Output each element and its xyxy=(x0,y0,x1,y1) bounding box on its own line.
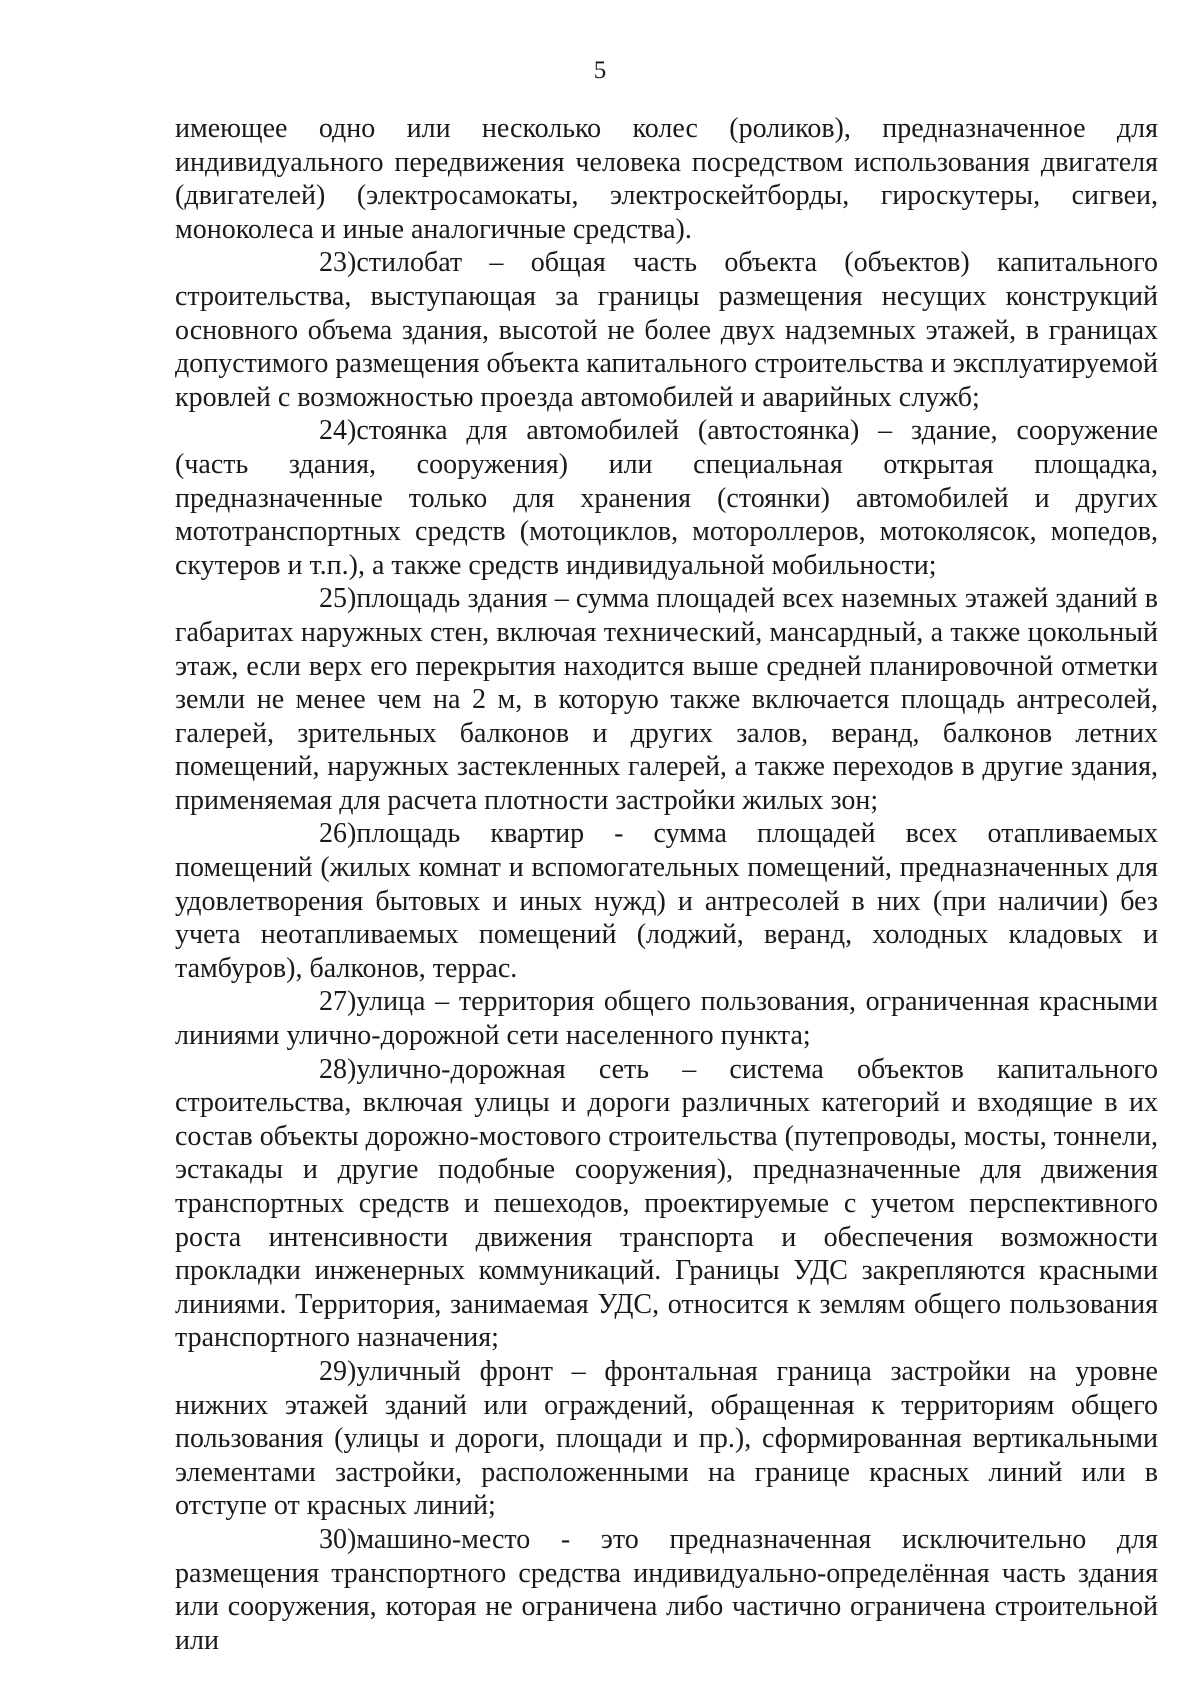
definition-item-26 xyxy=(175,817,1158,985)
definition-item-24 xyxy=(175,414,1158,582)
paragraph-text: имеющее одно или несколько колес (роликов), предназначенное для индивидуального передвижения человека посредством использования двигателя (двигателей) (электросамокаты, электроскейтборды, гироскутеры, сигвеи, моноколеса и иные аналогичные средства). xyxy=(175,113,1158,245)
item-text: улично-дорожная сеть – система объектов капитального строительства, включая улицы и дороги различных категорий и входящие в их состав объекты дорожно-мостового строительства (путепроводы, мосты, тоннели, эстакады и другие подобные сооружения), предназначенные для движения транспортных средств и пешеходов, проектируемые с учетом перспективного роста интенсивности движения транспорта и обеспечения возможности прокладки инженерных коммуникаций. Границы УДС закрепляются красными линиями. Территория, занимаемая УДС, относится к землям общего пользования транспортного назначения; xyxy=(175,1053,1158,1354)
item-text: стилобат – общая часть объекта (объектов) капитального строительства, выступающая за границы размещения несущих конструкций основного объема здания, высотой не более двух надземных этажей, в границах допустимого размещения объекта капитального строительства и эксплуатируемой кровлей с возможностью проезда автомобилей и аварийных служб; xyxy=(175,247,1158,413)
definition-item-27 xyxy=(175,985,1158,1052)
definition-item-29 xyxy=(175,1355,1158,1523)
item-number: 30) xyxy=(319,1523,357,1555)
item-number: 28) xyxy=(319,1053,357,1085)
item-text: площадь здания – сумма площадей всех наземных этажей зданий в габаритах наружных стен, включая технический, мансардный, а также цокольный этаж, если верх его перекрытия находится выше средней планировочной отметки земли не менее чем на 2 м, в которую также включается площадь антресолей, галерей, зрительных балконов и других залов, веранд, балконов летних помещений, наружных застекленных галерей, а также переходов в другие здания, применяемая для расчета плотности застройки жилых зон; xyxy=(175,583,1158,816)
item-number: 24) xyxy=(319,415,357,447)
item-text: улица – территория общего пользования, ограниченная красными линиями улично-дорожной сети населенного пункта; xyxy=(175,986,1158,1052)
paragraph-continuation xyxy=(175,112,1158,246)
item-text: площадь квартир - сумма площадей всех отапливаемых помещений (жилых комнат и вспомогательных помещений, предназначенных для удовлетворения бытовых и иных нужд) и антресолей в них (при наличии) без учета неотапливаемых помещений (лоджий, веранд, холодных кладовых и тамбуров), балконов, террас. xyxy=(175,818,1158,984)
item-text: машино-место - это предназначенная исключительно для размещения транспортного средства индивидуально-определённая часть здания или сооружения, которая не ограничена либо частично ограничена строительной или xyxy=(175,1523,1158,1656)
document-body xyxy=(175,112,1158,1657)
page-number: 5 xyxy=(593,57,607,84)
item-number: 26) xyxy=(319,818,357,850)
definition-item-25 xyxy=(175,582,1158,817)
item-number: 23) xyxy=(319,247,357,279)
definition-item-30 xyxy=(175,1523,1158,1657)
definition-item-23 xyxy=(175,246,1158,414)
item-number: 27) xyxy=(319,986,357,1018)
item-text: уличный фронт – фронтальная граница застройки на уровне нижних этажей зданий или ограждений, обращенная к территориям общего пользования (улицы и дороги, площади и пр.), сформированная вертикальными элементами застройки, расположенными на границе красных линий или в отступе от красных линий; xyxy=(175,1355,1158,1522)
definition-item-28 xyxy=(175,1053,1158,1355)
item-number: 25) xyxy=(319,583,357,615)
item-number: 29) xyxy=(319,1355,357,1387)
item-text: стоянка для автомобилей (автостоянка) – здание, сооружение (часть здания, сооружения) или специальная открытая площадка, предназначенные только для хранения (стоянки) автомобилей и других мототранспортных средств (мотоциклов, мотороллеров, мотоколясок, мопедов, скутеров и т.п.), а также средств индивидуальной мобильности; xyxy=(175,415,1158,581)
